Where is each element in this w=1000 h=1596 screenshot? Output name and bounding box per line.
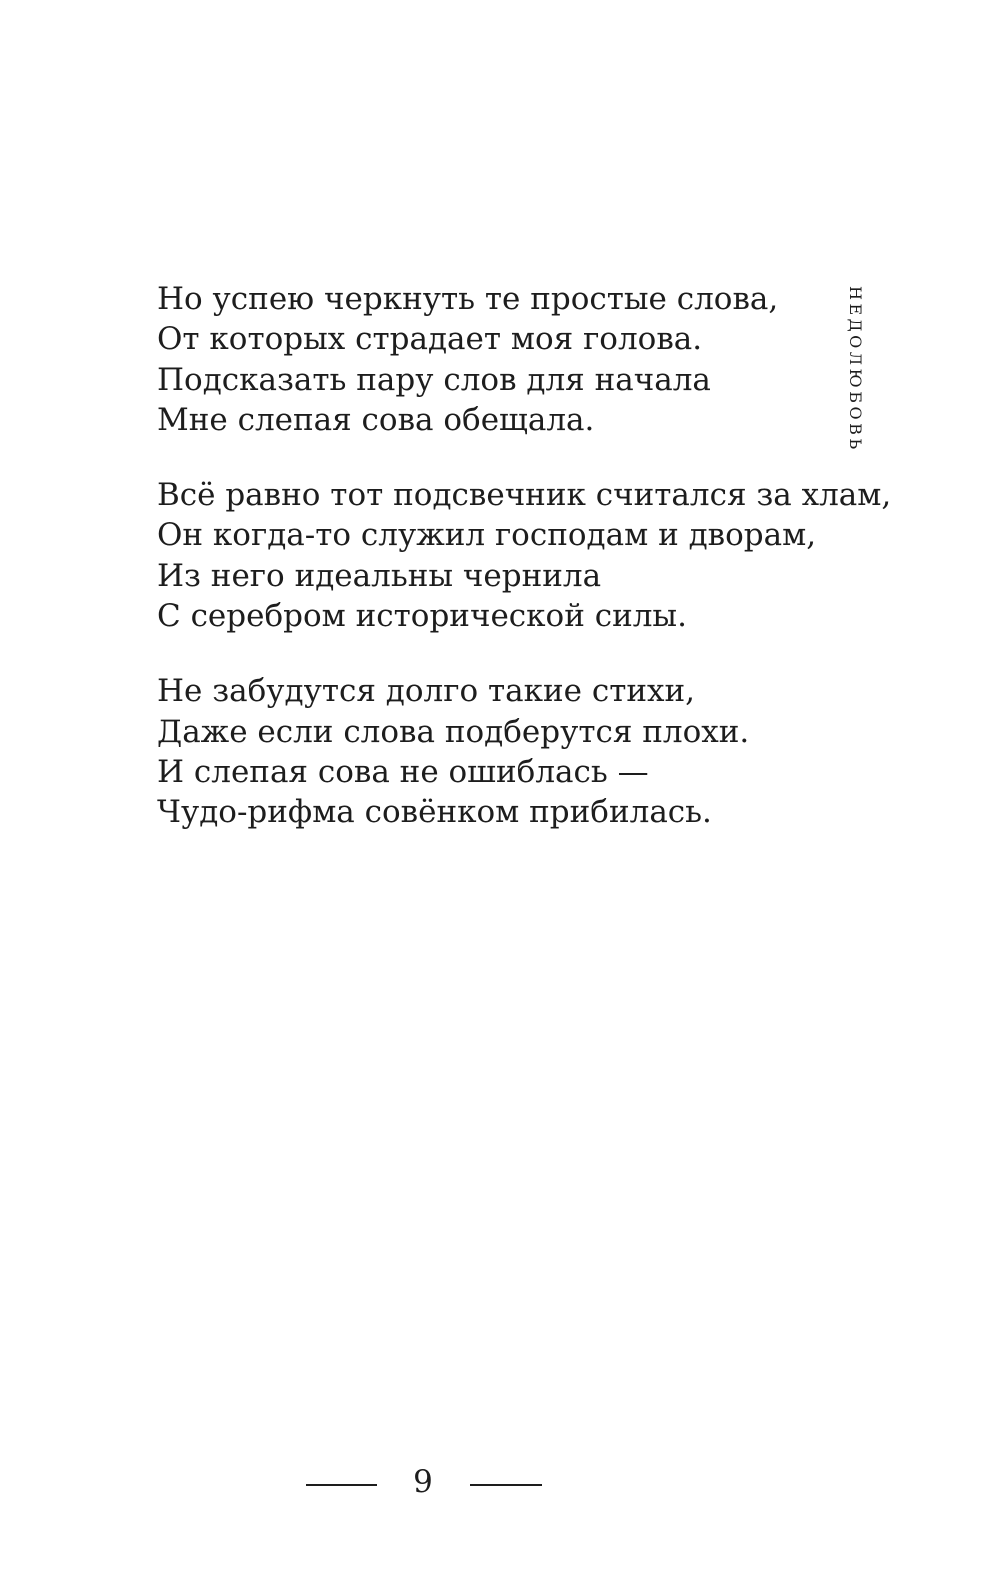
page-footer [0,1460,1000,1500]
footer-rule-right [470,1484,542,1486]
stanza [157,475,892,636]
poem-line: И слепая сова не ошиблась — [157,753,649,790]
poem-line: Даже если слова подберутся плохи. [157,713,750,750]
poem-line: Он когда-то служил господам и дворам, [157,517,817,554]
poem-line: От которых страдает моя голова. [157,321,703,358]
poem-line: С серебром исторической силы. [157,598,687,635]
page-number: 9 [413,1464,433,1500]
footer-rule-left [306,1484,377,1486]
poem-line: Всё равно тот подсвечник считался за хлам, [157,477,892,514]
poem-line: Не забудутся долго такие стихи, [157,673,696,710]
running-head: НЕДОЛЮБОВЬ [846,286,865,453]
poem-line: Чудо-рифма совёнком прибилась. [157,794,712,831]
poem-line: Но успею черкнуть те простые слова, [157,281,779,317]
stanza [157,671,797,832]
poem-line: Из него идеальны чернила [157,557,602,594]
stanza [157,279,797,440]
poem-line: Мне слепая сова обещала. [157,401,595,438]
poem-line: Подсказать пару слов для начала [157,361,711,398]
